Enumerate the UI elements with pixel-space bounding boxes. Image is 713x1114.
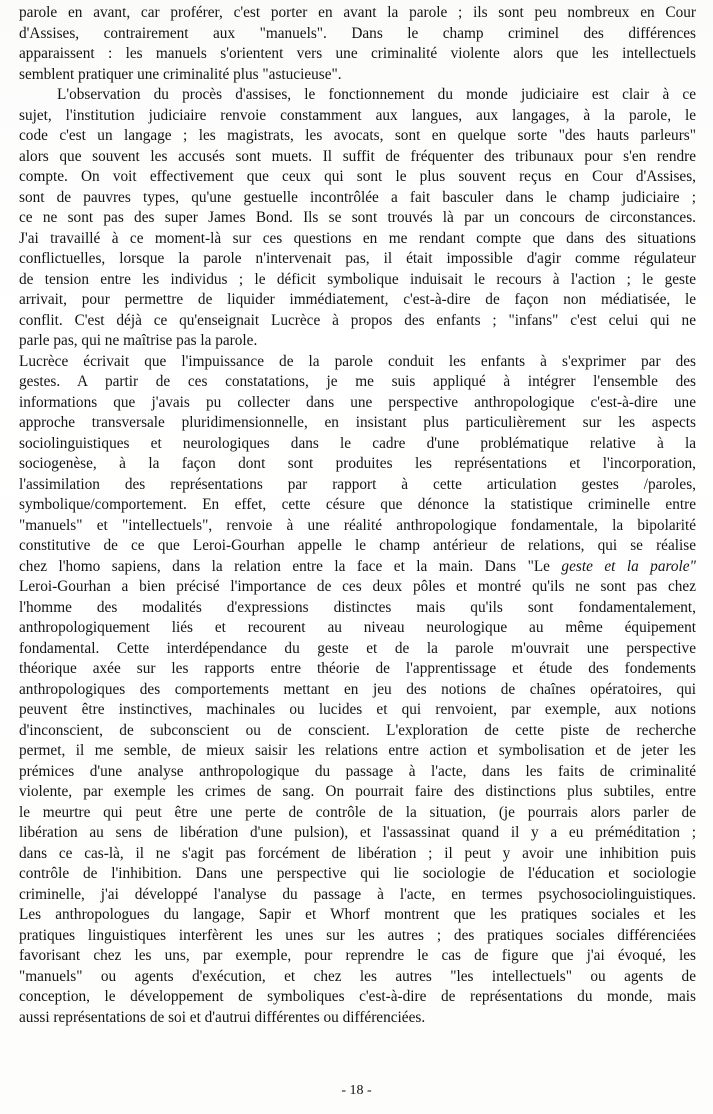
text-line: Leroi-Gourhan a bien précisé l'importance de ces deux pôles et montré qu'ils ne sont pas chez	[19, 578, 696, 595]
text-line: peuvent être instinctives, machinales ou lucides et qui renvoient, par exemple, aux notions	[19, 701, 696, 718]
text-line: anthropologiquement liés et recourent au niveau neurologique au même équipement	[19, 619, 696, 636]
text-line: le meurtre qui peut être une perte de contrôle de la situation, (je pourrais alors parler de	[19, 803, 696, 821]
text-line: dans ce cas-là, il ne s'agit pas forcément de libération ; il peut y avoir une inhibition puis	[19, 844, 696, 862]
text-line: compte. On voit effectivement que ceux qui sont le plus souvent reçus en Cour d'Assises,	[19, 168, 696, 185]
text-line: prémices d'une analyse anthropologique du passage à l'acte, dans les faits de criminalité	[19, 762, 696, 780]
text-line: parle pas, qui ne maîtrise pas la parole.	[19, 332, 258, 349]
text-line: criminelle, j'ai développé l'analyse du passage à l'acte, en termes psychosociolinguistiques.	[19, 885, 696, 903]
text-line: gestes. A partir de ces constatations, je me suis appliqué à intégrer l'ensemble des	[19, 373, 696, 390]
text-line: L'observation du procès d'assises, le fonctionnement du monde judiciaire est clair à ce	[57, 86, 696, 103]
text-line: parole en avant, car proférer, c'est porter en avant la parole ; ils sont peu nombreux en Cour	[19, 4, 696, 21]
document-body	[19, 3, 696, 1028]
text-line: conflictuelles, lorsque la parole n'intervenait pas, il était impossible d'agir comme régulateur	[19, 250, 696, 267]
text-line: apparaissent : les manuels s'orientent vers une criminalité violente alors que les intellectuels	[19, 45, 696, 62]
text-line: favorisant chez les uns, par exemple, pour reprendre le cas de figure que j'ai évoqué, les	[19, 947, 696, 964]
text-line: informations que j'avais pu collecter dans une perspective anthropologique c'est-à-dire une	[19, 393, 696, 411]
text-line: sociogenèse, à la façon dont sont produites les représentations et l'incorporation,	[19, 455, 696, 472]
text-line: arrivait, pour permettre de liquider immédiatement, c'est-à-dire de façon non médiatisée, le	[19, 291, 696, 308]
text-line: de tension entre les individus ; le déficit symbolique induisait le recours à l'action ; le geste	[19, 270, 696, 288]
text-line: sociolinguistiques et neurologiques dans le cadre d'une problématique relative à la	[19, 434, 696, 452]
text-line: alors que souvent les accusés sont muets. Il suffit de fréquenter des tribunaux pour s'en rendre	[19, 147, 696, 165]
text-line: symbolique/comportement. En effet, cette césure que dénonce la statistique criminelle entre	[19, 496, 696, 513]
text-line: conflit. C'est déjà ce qu'enseignait Lucrèce à propos des enfants ; "infans" c'est celui qui ne	[19, 311, 696, 329]
text-line: ce ne sont pas des super James Bond. Ils se sont trouvés là par un concours de circonstances.	[19, 209, 696, 226]
text-line: contrôle de l'inhibition. Dans une perspective qui lie sociologie de l'éducation et sociologie	[19, 865, 696, 882]
text-line: permet, il me semble, de mieux saisir les relations entre action et symbolisation et de jeter les	[19, 742, 696, 759]
text-line: l'assimilation des représentations par rapport à cette articulation gestes /paroles,	[19, 475, 696, 493]
text-line: J'ai travaillé à ce moment-là sur ces questions en me rendant compte que dans des situations	[19, 229, 696, 247]
text-line: théorique axée sur les rapports entre théorie de l'apprentissage et étude des fondements	[19, 660, 696, 677]
text-line: fondamental. Cette interdépendance du geste et de la parole m'ouvrait une perspective	[19, 639, 696, 657]
book-title: geste et la parole"	[561, 557, 696, 575]
text-line: code c'est un langage ; les magistrats, les avocats, sont en quelque sorte "des hauts parleurs"	[19, 127, 696, 144]
text-line: Lucrèce écrivait que l'impuissance de la parole conduit les enfants à s'exprimer par des	[19, 352, 696, 370]
text-line: approche transversale pluridimensionnelle, en insistant plus particulièrement sur les aspects	[19, 414, 696, 431]
text-line: anthropologiques des comportements mettant en jeu des notions de chaînes opératoires, qui	[19, 680, 696, 698]
text-line: "manuels" et "intellectuels", renvoie à une réalité anthropologique fondamentale, la bipolarité	[19, 516, 696, 534]
text-line: semblent pratiquer une criminalité plus "astucieuse".	[19, 65, 342, 83]
page-number: - 18 -	[341, 1083, 372, 1098]
text-line: constitutive de ce que Leroi-Gourhan appelle le champ antérieur de relations, qui se réalise	[19, 537, 696, 554]
text-line: Les anthropologues du langage, Sapir et Whorf montrent que les pratiques sociales et les	[19, 906, 696, 923]
text-line: pratiques linguistiques interfèrent les unes sur les autres ; des pratiques sociales différenciées	[19, 926, 696, 944]
text-line: aussi représentations de soi et d'autrui différentes ou différenciées.	[19, 1008, 426, 1026]
text-line: chez l'homo sapiens, dans la relation entre la face et la main. Dans "Le geste et la parole"	[19, 557, 696, 575]
text-line: d'Assises, contrairement aux "manuels". Dans le champ criminel des différences	[19, 24, 696, 42]
text-line: sujet, l'institution judiciaire renvoie constamment aux langues, aux langages, à la parole, le	[19, 106, 696, 124]
text-line: "manuels" ou agents d'exécution, et chez les autres "les intellectuels" ou agents de	[19, 967, 696, 985]
text-line: l'homme des modalités d'expressions distinctes mais qu'ils sont fondamentalement,	[19, 598, 696, 616]
text-line: libération au sens de libération d'une pulsion), et l'assassinat quand il y a eu préméditation ;	[19, 824, 696, 841]
text-line: sont de pauvres types, qu'une gestuelle incontrôlée a fait basculer dans le champ judiciaire ;	[19, 188, 696, 206]
text-line: violente, par exemple les crimes de sang. On pourrait faire des distinctions plus subtiles, entre	[19, 783, 696, 800]
text-line: conception, le développement de symboliques c'est-à-dire de représentations du monde, mais	[19, 988, 696, 1005]
text-line: d'inconscient, de subconscient ou de conscient. L'exploration de cette piste de recherche	[19, 721, 696, 739]
